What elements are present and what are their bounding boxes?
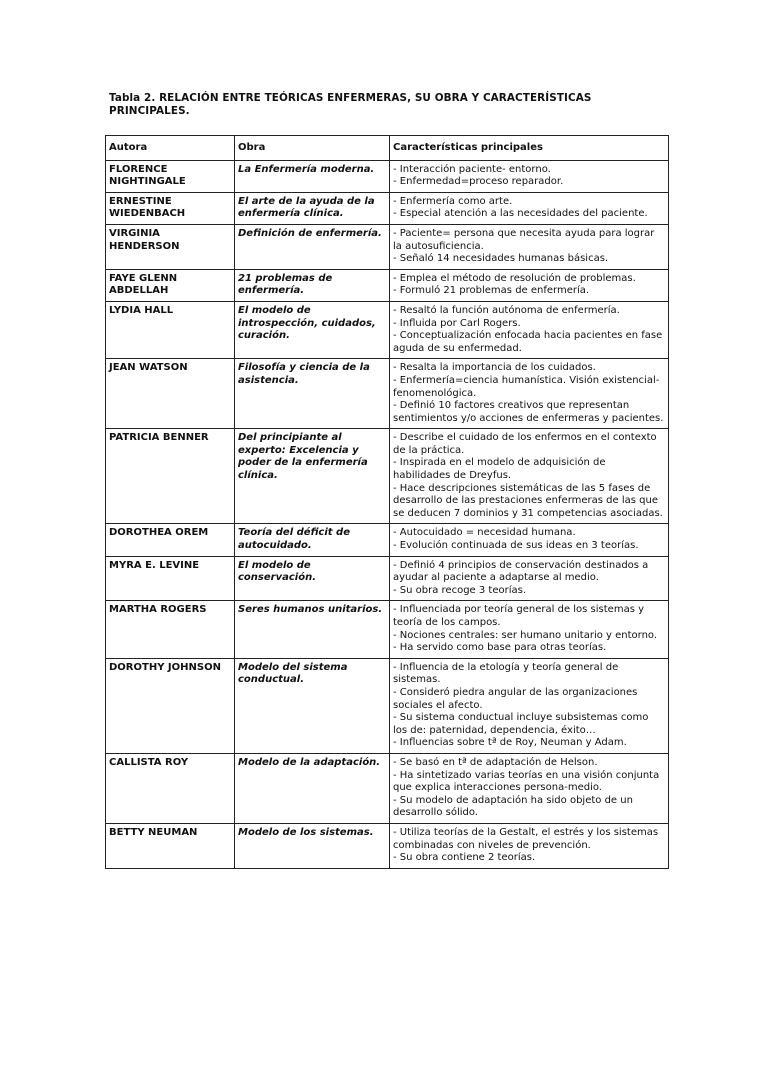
characteristic-line: - Su sistema conductual incluye subsistemas como los de: paternidad, dependencia, éxito… <box>393 712 649 736</box>
table-row <box>106 359 669 429</box>
work-cell: 21 problemas de enfermería. <box>235 269 390 301</box>
characteristic-line: - Influida por Carl Rogers. <box>393 317 521 329</box>
theorists-table <box>105 135 669 869</box>
work-cell: Modelo de la adaptación. <box>235 753 390 823</box>
characteristic-line: - Evolución continuada de sus ideas en 3 teorías. <box>393 540 639 552</box>
work-cell: El arte de la ayuda de la enfermería clínica. <box>235 192 390 224</box>
author-cell: DOROTHY JOHNSON <box>106 658 235 753</box>
characteristic-line: - Inspirada en el modelo de adquisición de habilidades de Dreyfus. <box>393 457 606 482</box>
author-cell: MYRA E. LEVINE <box>106 556 235 601</box>
author-cell: FAYE GLENN ABDELLAH <box>106 269 235 301</box>
header-characteristics: Características principales <box>390 136 669 161</box>
work-cell: Definición de enfermería. <box>235 224 390 269</box>
author-cell: PATRICIA BENNER <box>106 429 235 524</box>
author-cell: ERNESTINE WIEDENBACH <box>106 192 235 224</box>
characteristic-line: - Conceptualización enfocada hacia pacientes en fase aguda de su enfermedad. <box>393 330 663 354</box>
table-row <box>106 556 669 601</box>
header-author: Autora <box>106 136 235 161</box>
characteristics-cell <box>390 556 669 601</box>
work-cell: Modelo de los sistemas. <box>235 823 390 868</box>
characteristics-cell <box>390 429 669 524</box>
characteristic-line: - Se basó en tª de adaptación de Helson. <box>393 756 598 768</box>
author-cell: JEAN WATSON <box>106 359 235 429</box>
author-cell: VIRGINIA HENDERSON <box>106 224 235 269</box>
work-cell: Modelo del sistema conductual. <box>235 658 390 753</box>
characteristic-line: - Su obra recoge 3 teorías. <box>393 584 527 596</box>
characteristics-cell <box>390 359 669 429</box>
author-cell: LYDIA HALL <box>106 301 235 358</box>
characteristic-line: - Nociones centrales: ser humano unitario y entorno. <box>393 629 658 641</box>
characteristic-line: - Paciente= persona que necesita ayuda para lograr la autosuficiencia. <box>393 227 655 252</box>
characteristic-line: - Definió 10 factores creativos que representan sentimientos y/o acciones de enfermeras y pacientes. <box>393 400 664 424</box>
characteristic-line: - Especial atención a las necesidades del paciente. <box>393 208 648 220</box>
characteristics-cell <box>390 301 669 358</box>
characteristics-cell <box>390 192 669 224</box>
characteristic-line: - Ha servido como base para otras teorías. <box>393 642 607 654</box>
characteristics-cell <box>390 524 669 556</box>
table-row <box>106 429 669 524</box>
author-cell: MARTHA ROGERS <box>106 601 235 658</box>
characteristic-line: - Interacción paciente- entorno. <box>393 163 551 175</box>
header-work: Obra <box>235 136 390 161</box>
characteristic-line: - Emplea el método de resolución de problemas. <box>393 272 636 284</box>
characteristic-line: - Su obra contiene 2 teorías. <box>393 852 536 864</box>
table-row <box>106 192 669 224</box>
table-row <box>106 823 669 868</box>
table-row <box>106 269 669 301</box>
work-cell: Teoría del déficit de autocuidado. <box>235 524 390 556</box>
characteristic-line: - Hace descripciones sistemáticas de las 5 fases de desarrollo de las prestaciones enfermeras de las que se deducen 7 dominios y 31 competencias asociadas. <box>393 482 663 519</box>
table-row <box>106 224 669 269</box>
table-row <box>106 658 669 753</box>
author-cell: DOROTHEA OREM <box>106 524 235 556</box>
table-title: Tabla 2. RELACIÓN ENTRE TEÓRICAS ENFERMERAS, SU OBRA Y CARACTERÍSTICAS PRINCIPALES. <box>109 92 592 117</box>
characteristics-cell <box>390 601 669 658</box>
characteristic-line: - Señaló 14 necesidades humanas básicas. <box>393 253 609 265</box>
characteristic-line: - Influencias sobre tª de Roy, Neuman y Adam. <box>393 737 627 749</box>
characteristic-line: - Enfermería=ciencia humanística. Visión existencial-fenomenológica. <box>393 374 660 399</box>
work-cell: Filosofía y ciencia de la asistencia. <box>235 359 390 429</box>
characteristic-line: - Formuló 21 problemas de enfermería. <box>393 285 590 297</box>
table-row <box>106 301 669 358</box>
table-header-row <box>106 136 669 161</box>
characteristics-cell <box>390 753 669 823</box>
characteristic-line: - Autocuidado = necesidad humana. <box>393 527 576 539</box>
author-cell: BETTY NEUMAN <box>106 823 235 868</box>
table-row <box>106 524 669 556</box>
work-cell: El modelo de introspección, cuidados, curación. <box>235 301 390 358</box>
author-cell: FLORENCE NIGHTINGALE <box>106 160 235 192</box>
characteristics-cell <box>390 823 669 868</box>
work-cell: El modelo de conservación. <box>235 556 390 601</box>
characteristic-line: - Su modelo de adaptación ha sido objeto de un desarrollo sólido. <box>393 794 633 819</box>
characteristics-cell <box>390 160 669 192</box>
work-cell: Del principiante al experto: Excelencia y poder de la enfermería clínica. <box>235 429 390 524</box>
characteristic-line: - Resaltó la función autónoma de enfermería. <box>393 304 620 316</box>
characteristic-line: - Influenciada por teoría general de los sistemas y teoría de los campos. <box>393 604 645 628</box>
characteristic-line: - Utiliza teorías de la Gestalt, el estrés y los sistemas combinadas con niveles de prevención. <box>393 826 659 851</box>
characteristic-line: - Consideró piedra angular de las organizaciones sociales el afecto. <box>393 686 638 711</box>
characteristic-line: - Resalta la importancia de los cuidados. <box>393 362 596 374</box>
characteristic-line: - Definió 4 principios de conservación destinados a ayudar al paciente a adaptarse al medio. <box>393 559 649 584</box>
characteristic-line: - Influencia de la etología y teoría general de sistemas. <box>393 661 619 686</box>
characteristic-line: - Enfermedad=proceso reparador. <box>393 176 564 188</box>
characteristics-cell <box>390 269 669 301</box>
characteristic-line: - Enfermería como arte. <box>393 195 513 207</box>
table-row <box>106 601 669 658</box>
work-cell: Seres humanos unitarios. <box>235 601 390 658</box>
characteristics-cell <box>390 224 669 269</box>
table-row <box>106 753 669 823</box>
characteristic-line: - Ha sintetizado varias teorías en una visión conjunta que explica interacciones persona-medio. <box>393 769 660 794</box>
characteristic-line: - Describe el cuidado de los enfermos en el contexto de la práctica. <box>393 432 657 456</box>
work-cell: La Enfermería moderna. <box>235 160 390 192</box>
characteristics-cell <box>390 658 669 753</box>
table-row <box>106 160 669 192</box>
author-cell: CALLISTA ROY <box>106 753 235 823</box>
